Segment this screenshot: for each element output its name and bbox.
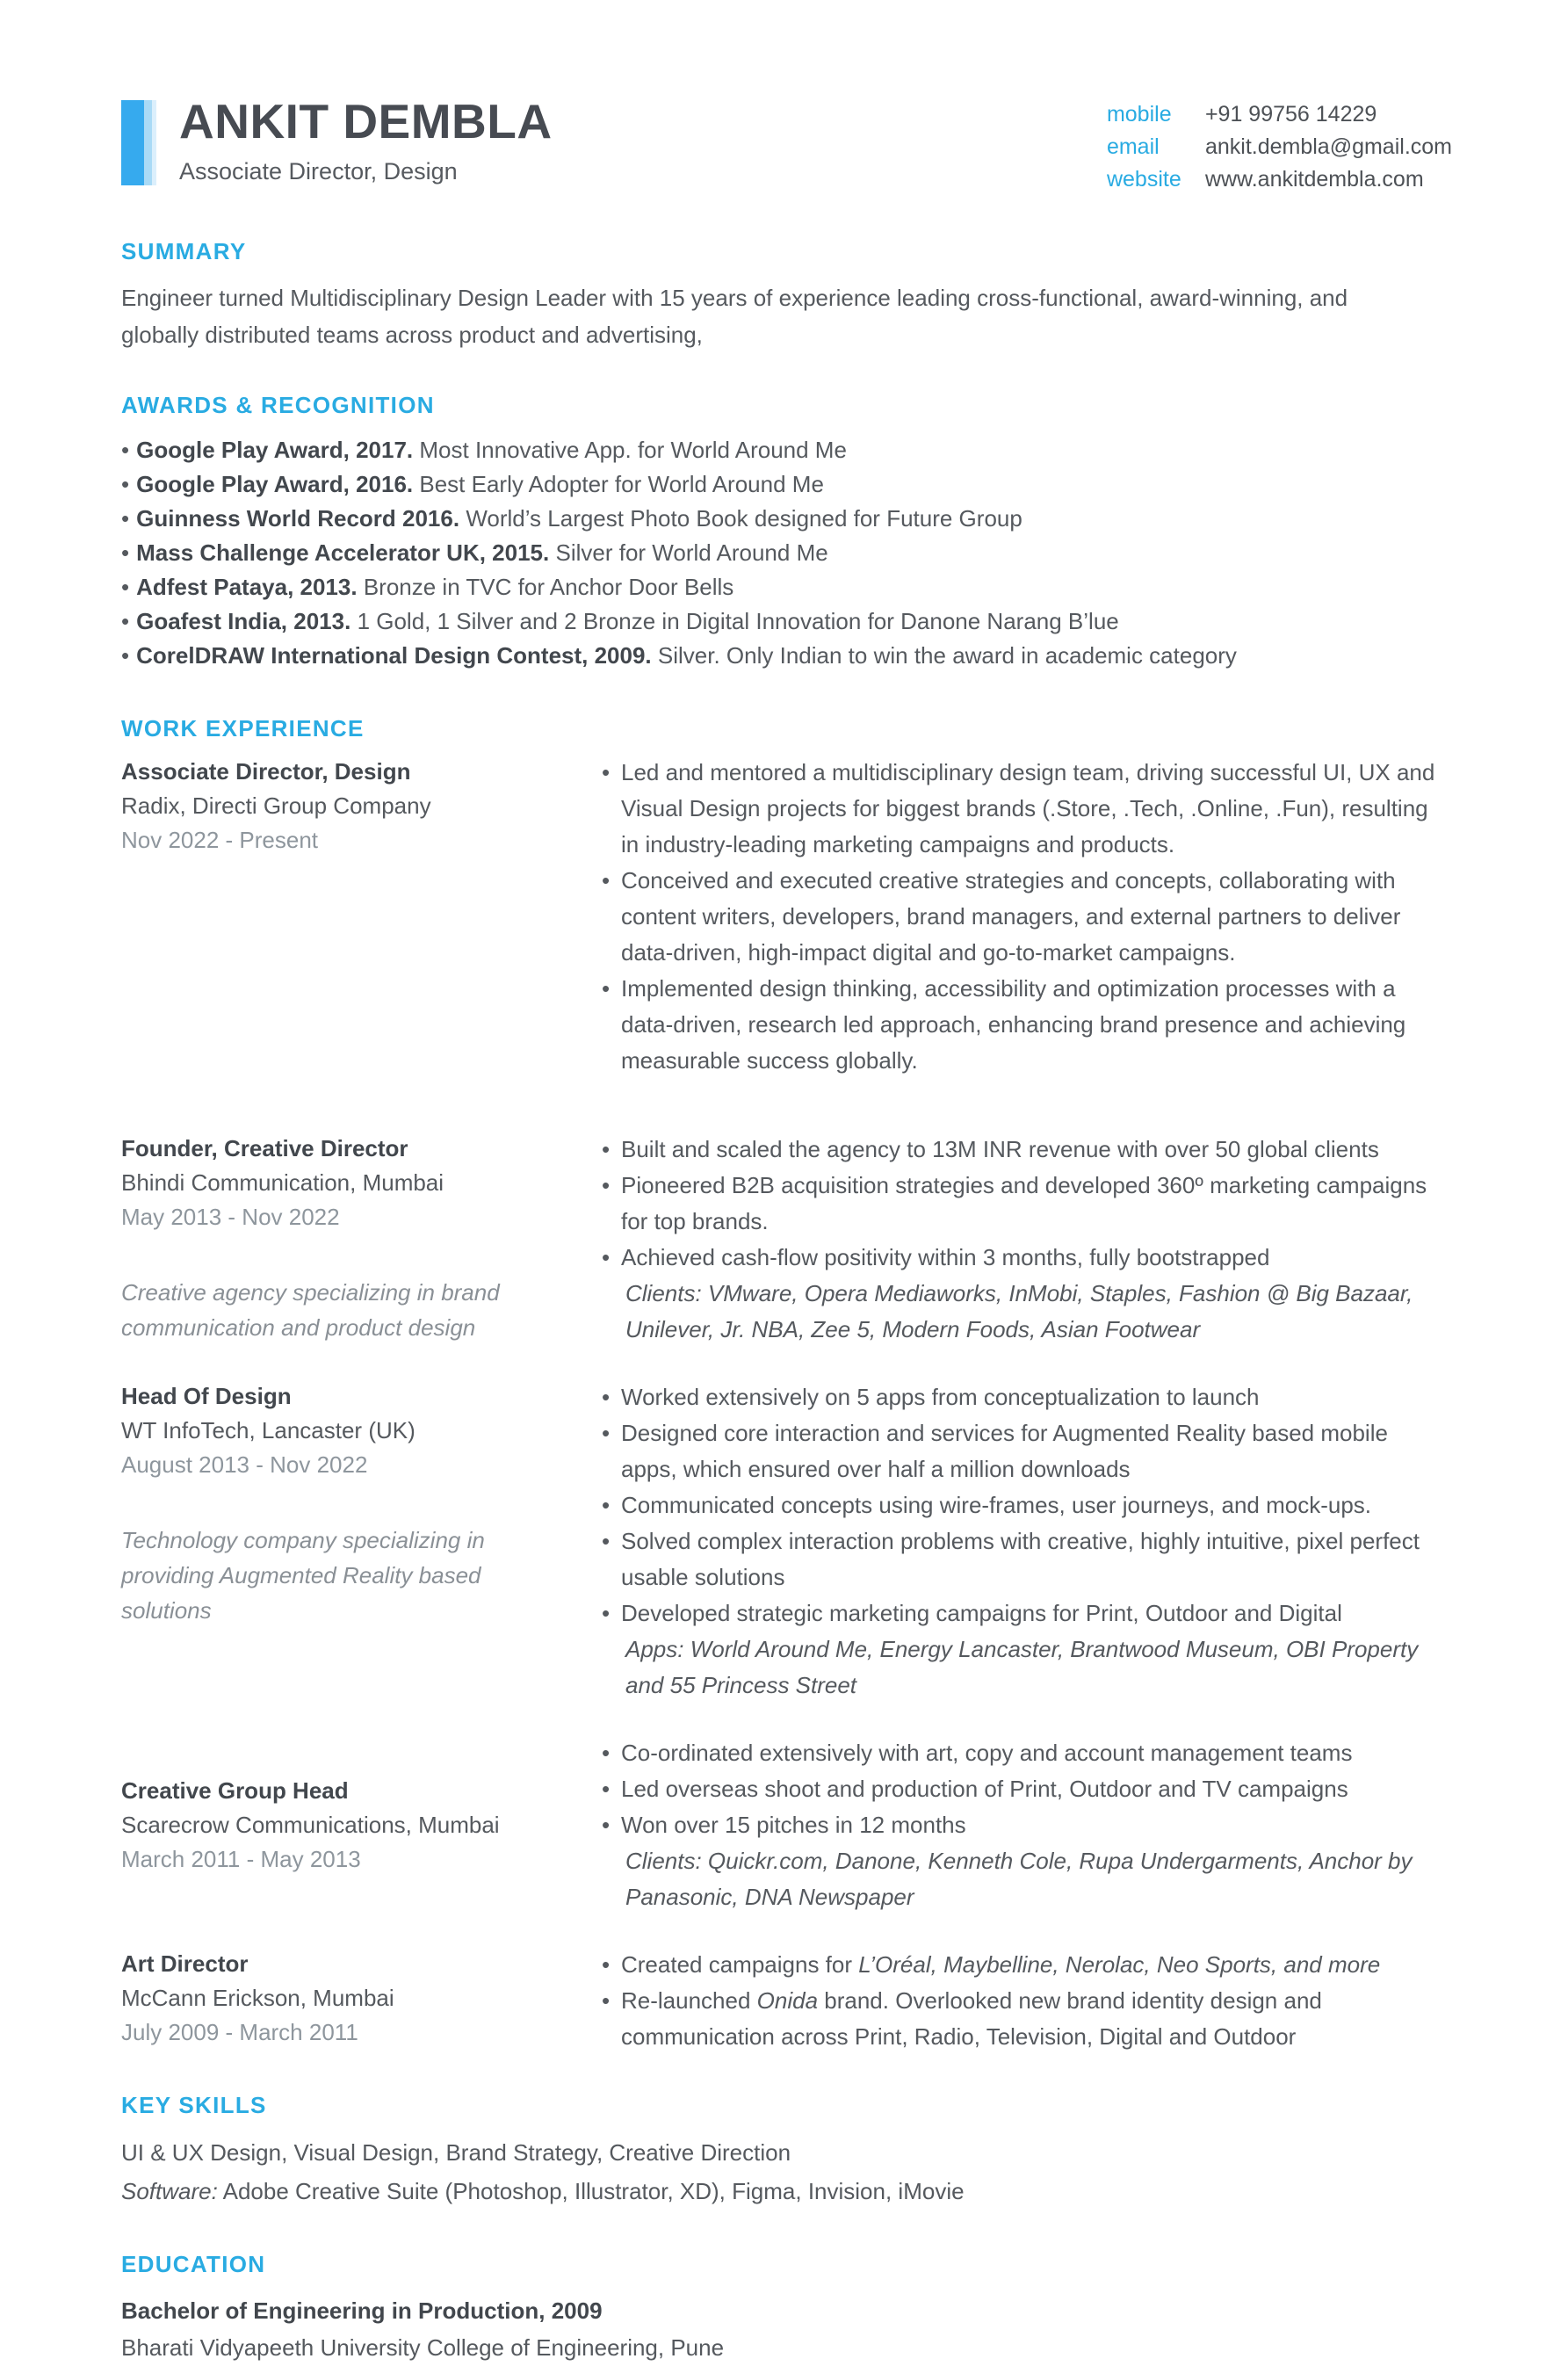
bullet-text: Led and mentored a multidisciplinary design team, driving successful UI, UX and Visual Design projects for biggest brands (.Store, .Tech, .Online, .Fun), resulting in industry-leading marketing campaigns and products.	[621, 759, 1435, 857]
job-title: Associate Director, Design	[121, 758, 411, 785]
summary-text: Engineer turned Multidisciplinary Design Leader with 15 years of experience leading cross-functional, award-winning, and globally distributed teams across product and advertising,	[121, 285, 1348, 348]
contact-row	[1107, 163, 1452, 196]
bullet-dot: •	[121, 574, 130, 600]
person-name: ANKIT DEMBLA	[179, 94, 553, 148]
award-detail: Silver for World Around Me	[555, 539, 828, 566]
bullet-dot: •	[602, 1776, 611, 1802]
bullet-item	[600, 1240, 1448, 1276]
mobile-value: +91 99756 14229	[1204, 102, 1377, 127]
bullet-item	[600, 1595, 1448, 1632]
name-block	[179, 94, 553, 185]
bullet-dot: •	[602, 759, 611, 785]
bullet-text: Led overseas shoot and production of Print, Outdoor and TV campaigns	[621, 1776, 1348, 1802]
award-name: Goafest India, 2013.	[136, 608, 351, 634]
job-dates: Nov 2022 - Present	[121, 827, 319, 853]
education-school: Bharati Vidyapeeth University College of Engineering, Pune	[121, 2334, 725, 2361]
bullet-item	[600, 1947, 1448, 1983]
job-dates: August 2013 - Nov 2022	[121, 1451, 368, 1478]
bullet-item	[600, 1415, 1448, 1487]
bullet-text: Onida	[756, 1987, 819, 2014]
job-info	[121, 1379, 600, 1704]
award-item	[121, 570, 1464, 604]
bullet-text: Conceived and executed creative strategies and concepts, collaborating with content writers, developers, brand managers, and external partners to deliver data-driven, high-impact digital and go-to-market campaigns.	[621, 867, 1401, 966]
job-row	[121, 1132, 1464, 1348]
bullet-text: Designed core interaction and services for Augmented Reality based mobile apps, which ensured over half a million downloads	[621, 1420, 1388, 1482]
bullet-dot: •	[121, 437, 130, 463]
award-name: Google Play Award, 2016.	[136, 471, 414, 497]
award-name: Adfest Pataya, 2013.	[136, 574, 358, 600]
bullet-dot: •	[602, 1812, 611, 1838]
bullet-text: Achieved cash-flow positivity within 3 months, fully bootstrapped	[621, 1244, 1270, 1270]
award-name: Guinness World Record 2016.	[136, 505, 460, 532]
award-item	[121, 536, 1464, 570]
job-info	[121, 755, 600, 1079]
contact-block	[1107, 98, 1452, 196]
job-company: Bhindi Communication, Mumbai	[121, 1169, 444, 1196]
bullet-text: Communicated concepts using wire-frames, user journeys, and mock-ups.	[621, 1492, 1372, 1518]
award-detail: Most Innovative App. for World Around Me	[419, 437, 847, 463]
award-item	[121, 433, 1464, 467]
bullet-dot: •	[121, 471, 130, 497]
bullet-text: Solved complex interaction problems with creative, highly intuitive, pixel perfect usable solutions	[621, 1528, 1420, 1590]
bullet-dot: •	[602, 1492, 611, 1518]
job-info	[121, 1735, 600, 1915]
job-row	[121, 1947, 1464, 2055]
section-awards	[121, 392, 1464, 673]
job-row	[121, 1379, 1464, 1704]
award-detail: Best Early Adopter for World Around Me	[419, 471, 824, 497]
bullet-item	[600, 1807, 1448, 1843]
bullet-text: Won over 15 pitches in 12 months	[621, 1812, 966, 1838]
bullet-text: Worked extensively on 5 apps from conceptualization to launch	[621, 1384, 1260, 1410]
job-description: Technology company specializing in providing Augmented Reality based solutions	[121, 1527, 485, 1624]
bullet-dot: •	[602, 1384, 611, 1410]
contact-row	[1107, 98, 1452, 131]
bullet-dot: •	[121, 642, 130, 669]
bullet-dot: •	[602, 1740, 611, 1766]
bullet-item	[600, 1379, 1448, 1415]
job-row	[121, 755, 1464, 1079]
bullet-item	[600, 863, 1448, 971]
job-bullets	[600, 1132, 1448, 1348]
section-work-experience	[121, 715, 1464, 2055]
bullet-dot: •	[602, 1244, 611, 1270]
job-title: Creative Group Head	[121, 1777, 349, 1804]
clients-note	[600, 1632, 1448, 1704]
skills-line-2	[121, 2172, 1464, 2210]
skills-text: Software:	[121, 2178, 218, 2204]
bullet-dot: •	[602, 1987, 611, 2014]
bullet-item	[600, 1771, 1448, 1807]
skills-heading: KEY SKILLS	[121, 2092, 267, 2118]
clients-note	[600, 1843, 1448, 1915]
website-value: www.ankitdembla.com	[1204, 167, 1424, 192]
job-company: WT InfoTech, Lancaster (UK)	[121, 1417, 415, 1443]
bullet-item	[600, 1735, 1448, 1771]
job-title: Art Director	[121, 1950, 249, 1977]
identity-block	[121, 94, 553, 185]
education-degree: Bachelor of Engineering in Production, 2009	[121, 2297, 603, 2324]
bullet-text: Implemented design thinking, accessibility and optimization processes with a data-driven, research led approach, enhancing brand presence and achieving measurable success globally.	[621, 975, 1406, 1074]
skills-line-1: UI & UX Design, Visual Design, Brand Strategy, Creative Direction	[121, 2139, 791, 2166]
awards-list	[121, 433, 1464, 673]
accent-stripe-mid	[144, 100, 152, 185]
bullet-dot: •	[121, 539, 130, 566]
bullet-text: Apps: World Around Me, Energy Lancaster, Brantwood Museum, OBI Property and 55 Princess Street	[625, 1636, 1419, 1698]
bullet-item	[600, 1168, 1448, 1240]
person-title: Associate Director, Design	[179, 157, 458, 185]
award-item	[121, 639, 1464, 673]
award-name: Google Play Award, 2017.	[136, 437, 414, 463]
bullet-text: Clients: VMware, Opera Mediaworks, InMobi, Staples, Fashion @ Big Bazaar, Unilever, Jr. NBA, Zee 5, Modern Foods, Asian Footwear	[625, 1280, 1413, 1342]
bullet-dot: •	[602, 1420, 611, 1446]
job-info	[121, 1947, 600, 2055]
job-dates: May 2013 - Nov 2022	[121, 1204, 340, 1230]
award-item	[121, 467, 1464, 502]
skills-text: Adobe Creative Suite (Photoshop, Illustrator, XD), Figma, Invision, iMovie	[217, 2178, 965, 2204]
job-bullets	[600, 1735, 1448, 1915]
bullet-dot: •	[602, 975, 611, 1002]
education-heading: EDUCATION	[121, 2251, 266, 2277]
bullet-dot: •	[121, 505, 130, 532]
bullet-dot: •	[602, 1600, 611, 1626]
job-company: Scarecrow Communications, Mumbai	[121, 1812, 500, 1838]
work-heading: WORK EXPERIENCE	[121, 715, 365, 742]
job-title: Founder, Creative Director	[121, 1135, 408, 1161]
summary-heading: SUMMARY	[121, 238, 247, 264]
clients-note	[600, 1276, 1448, 1348]
section-key-skills	[121, 2092, 1464, 2210]
award-detail: 1 Gold, 1 Silver and 2 Bronze in Digital Innovation for Danone Narang B’lue	[357, 608, 1119, 634]
award-item	[121, 502, 1464, 536]
accent-stripe-light	[152, 100, 156, 185]
bullet-dot: •	[121, 608, 130, 634]
mobile-label: mobile	[1106, 102, 1172, 127]
bullet-item	[600, 1487, 1448, 1523]
bullet-item	[600, 755, 1448, 863]
website-label: website	[1106, 167, 1181, 192]
bullet-text: Co-ordinated extensively with art, copy and account management teams	[621, 1740, 1353, 1766]
bullet-dot: •	[602, 867, 611, 894]
bullet-text: Pioneered B2B acquisition strategies and developed 360º marketing campaigns for top brands.	[621, 1172, 1427, 1234]
bullet-dot: •	[602, 1951, 611, 1978]
award-item	[121, 604, 1464, 639]
bullet-item	[600, 971, 1448, 1079]
jobs-list	[121, 755, 1464, 2055]
award-detail: World’s Largest Photo Book designed for Future Group	[466, 505, 1022, 532]
bullet-text: L’Oréal, Maybelline, Nerolac, Neo Sports, and more	[858, 1951, 1381, 1978]
section-education	[121, 2251, 1464, 2366]
email-label: email	[1106, 134, 1160, 159]
job-description: Creative agency specializing in brand communication and product design	[121, 1279, 500, 1341]
bullet-text: Created campaigns for	[621, 1951, 859, 1978]
bullet-item	[600, 1132, 1448, 1168]
bullet-text: brand. Overlooked new brand identity design and communication across Print, Radio, Television, Digital and Outdoor	[621, 1987, 1322, 2050]
award-name: CorelDRAW International Design Contest, 2009.	[136, 642, 652, 669]
accent-bar	[121, 100, 156, 185]
job-dates: March 2011 - May 2013	[121, 1846, 361, 1872]
awards-heading: AWARDS & RECOGNITION	[121, 392, 435, 418]
job-company: Radix, Directi Group Company	[121, 792, 431, 819]
bullet-item	[600, 1523, 1448, 1595]
email-value: ankit.dembla@gmail.com	[1204, 134, 1452, 159]
section-summary	[121, 238, 1464, 353]
job-dates: July 2009 - March 2011	[121, 2019, 358, 2045]
bullet-item	[600, 1983, 1448, 2055]
job-info	[121, 1132, 600, 1348]
header	[121, 94, 1464, 196]
job-bullets	[600, 755, 1448, 1079]
accent-stripe-dark	[121, 100, 144, 185]
award-detail: Silver. Only Indian to win the award in academic category	[657, 642, 1237, 669]
job-bullets	[600, 1379, 1448, 1704]
bullet-text: Developed strategic marketing campaigns for Print, Outdoor and Digital	[621, 1600, 1342, 1626]
bullet-text: Built and scaled the agency to 13M INR revenue with over 50 global clients	[621, 1136, 1379, 1162]
job-row	[121, 1735, 1464, 1915]
bullet-text: Clients: Quickr.com, Danone, Kenneth Cole, Rupa Undergarments, Anchor by Panasonic, DNA Newspaper	[625, 1848, 1413, 1910]
bullet-text: Re-launched	[621, 1987, 757, 2014]
award-detail: Bronze in TVC for Anchor Door Bells	[363, 574, 734, 600]
award-name: Mass Challenge Accelerator UK, 2015.	[136, 539, 550, 566]
job-company: McCann Erickson, Mumbai	[121, 1985, 394, 2011]
bullet-dot: •	[602, 1528, 611, 1554]
bullet-dot: •	[602, 1136, 611, 1162]
contact-row	[1107, 131, 1452, 163]
bullet-dot: •	[602, 1172, 611, 1198]
job-title: Head Of Design	[121, 1383, 292, 1409]
job-bullets	[600, 1947, 1448, 2055]
